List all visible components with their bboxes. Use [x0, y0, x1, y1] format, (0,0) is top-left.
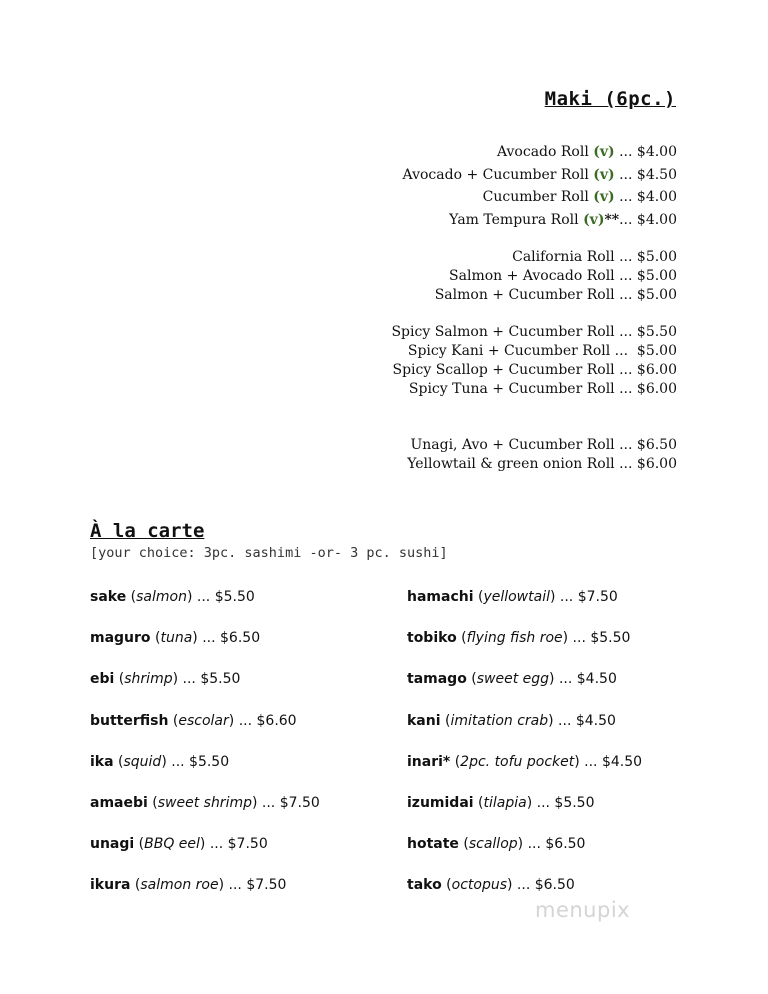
alacarte-item-price: $5.50	[200, 671, 241, 688]
alacarte-item-price: $7.50	[577, 589, 618, 605]
footnote-mark: **	[604, 211, 620, 228]
maki-item-name: Avocado Roll	[496, 144, 589, 160]
alacarte-item: tamago (sweet egg) ... $4.50	[407, 671, 617, 688]
maki-item	[408, 342, 677, 360]
alacarte-item-description: salmon roe	[140, 877, 219, 894]
alacarte-item-name: butterfish	[90, 712, 169, 729]
alacarte-item: sake (salmon) ... $5.50	[90, 589, 255, 605]
alacarte-item-description: yellowtail	[483, 589, 550, 605]
alacarte-item: hamachi (yellowtail) ... $7.50	[407, 589, 618, 605]
alacarte-item-price: $7.50	[279, 795, 320, 811]
maki-item	[512, 248, 677, 266]
alacarte-item: izumidai (tilapia) ... $5.50	[407, 795, 595, 811]
alacarte-item-name: sake	[90, 589, 127, 605]
alacarte-item-price: $4.50	[575, 712, 616, 729]
maki-item	[407, 455, 677, 473]
alacarte-item-name: unagi	[90, 836, 135, 853]
vegetarian-mark: (v)	[593, 166, 615, 183]
alacarte-item-price: $7.50	[227, 836, 268, 853]
maki-item-price: ... $6.50	[614, 437, 677, 453]
alacarte-item-name: amaebi	[90, 795, 148, 811]
alacarte-item-description: escolar	[178, 712, 229, 729]
alacarte-item: tobiko (flying fish roe) ... $5.50	[407, 630, 631, 647]
alacarte-item: ebi (shrimp) ... $5.50	[90, 671, 241, 688]
maki-item-name: Salmon + Cucumber Roll	[434, 287, 615, 303]
maki-item	[391, 323, 677, 341]
alacarte-item-price: $4.50	[576, 671, 617, 688]
maki-item-price: ... $5.00	[614, 249, 677, 265]
alacarte-item-name: ika	[90, 753, 114, 770]
maki-section-title: Maki (6pc.)	[544, 88, 676, 110]
maki-item-name: Salmon + Avocado Roll	[449, 268, 615, 284]
maki-item	[497, 143, 677, 161]
maki-item-price: ... $4.00	[614, 189, 677, 205]
maki-item-name: Spicy Scallop + Cucumber Roll	[392, 362, 615, 378]
alacarte-item-description: squid	[123, 753, 162, 770]
alacarte-item-price: $7.50	[246, 877, 287, 894]
maki-item-price: ... $6.00	[614, 362, 677, 378]
alacarte-item-description: sweet shrimp	[157, 795, 252, 811]
maki-item-price: ... $5.00	[614, 287, 677, 303]
maki-item-price: ... $5.00	[614, 268, 677, 284]
alacarte-item-price: $4.50	[601, 753, 643, 770]
alacarte-item: maguro (tuna) ... $6.50	[90, 630, 261, 647]
alacarte-item-name: izumidai	[407, 795, 474, 811]
maki-item-price: ... $4.50	[614, 166, 677, 183]
alacarte-section-title: À la carte	[90, 520, 205, 542]
alacarte-item-name: hotate	[407, 836, 459, 853]
maki-item-price: ... $4.00	[619, 211, 677, 228]
vegetarian-mark: (v)	[593, 189, 615, 205]
alacarte-item-description: scallop	[468, 836, 518, 853]
alacarte-item: kani (imitation crab) ... $4.50	[407, 712, 616, 729]
maki-item-name: Avocado + Cucumber Roll	[402, 166, 589, 183]
maki-item	[392, 361, 677, 379]
maki-item-name: Unagi, Avo + Cucumber Roll	[410, 437, 615, 453]
maki-item-name: Spicy Salmon + Cucumber Roll	[391, 324, 615, 340]
alacarte-item: amaebi (sweet shrimp) ... $7.50	[90, 795, 320, 811]
alacarte-item-description: salmon	[136, 589, 187, 605]
maki-item-name: California Roll	[512, 249, 615, 265]
maki-item-price: ... $6.00	[614, 456, 677, 472]
alacarte-item-description: imitation crab	[450, 712, 549, 729]
maki-item	[449, 211, 677, 229]
maki-item	[410, 436, 677, 454]
alacarte-item-description: BBQ eel	[144, 836, 200, 853]
alacarte-item-price: $6.50	[545, 836, 586, 853]
alacarte-item-name: ebi	[90, 671, 115, 688]
alacarte-item-description: tilapia	[483, 795, 527, 811]
maki-item	[409, 380, 677, 398]
alacarte-item-name: tamago	[407, 671, 467, 688]
alacarte-item-name: tako	[407, 877, 442, 894]
maki-item-price: ... $6.00	[614, 381, 677, 397]
alacarte-item-name: kani	[407, 712, 441, 729]
alacarte-item-price: $5.50	[214, 589, 255, 605]
alacarte-item-price: $5.50	[590, 630, 631, 647]
alacarte-item-price: $6.60	[256, 712, 297, 729]
alacarte-item: tako (octopus) ... $6.50	[407, 877, 575, 894]
maki-item-price: ... $4.00	[614, 144, 677, 160]
maki-item	[483, 188, 677, 206]
alacarte-item-name: hamachi	[407, 589, 474, 605]
alacarte-item-name: inari*	[407, 753, 451, 770]
alacarte-item-description: shrimp	[124, 671, 173, 688]
alacarte-item: inari* (2pc. tofu pocket) ... $4.50	[407, 753, 643, 770]
alacarte-item: ika (squid) ... $5.50	[90, 753, 230, 770]
maki-item-price: ... $5.50	[614, 324, 677, 340]
maki-list	[277, 0, 677, 480]
alacarte-item-description: 2pc. tofu pocket	[460, 753, 575, 770]
alacarte-item: unagi (BBQ eel) ... $7.50	[90, 836, 268, 853]
maki-item	[449, 267, 677, 285]
maki-item-name: Yellowtail & green onion Roll	[407, 456, 615, 472]
maki-item-name: Spicy Kani + Cucumber Roll	[407, 343, 611, 359]
alacarte-item-description: sweet egg	[476, 671, 550, 688]
maki-item-price: ... $5.00	[610, 343, 677, 359]
alacarte-item-name: tobiko	[407, 630, 457, 647]
menupix-watermark: menupix	[535, 898, 631, 922]
maki-item-name: Spicy Tuna + Cucumber Roll	[408, 381, 615, 397]
maki-item-name: Yam Tempura Roll	[449, 211, 579, 228]
maki-item-name: Cucumber Roll	[482, 189, 589, 205]
alacarte-item-price: $6.50	[534, 877, 575, 894]
maki-item	[403, 166, 677, 184]
alacarte-item-name: ikura	[90, 877, 131, 894]
alacarte-item-price: $6.50	[220, 630, 261, 647]
alacarte-item: ikura (salmon roe) ... $7.50	[90, 877, 287, 894]
alacarte-item-description: tuna	[160, 630, 193, 647]
alacarte-item-description: flying fish roe	[466, 630, 563, 647]
alacarte-item-description: octopus	[451, 877, 507, 894]
alacarte-item: butterfish (escolar) ... $6.60	[90, 712, 297, 729]
vegetarian-mark: (v)	[583, 211, 605, 228]
vegetarian-mark: (v)	[593, 144, 615, 160]
alacarte-item-name: maguro	[90, 630, 151, 647]
alacarte-subtitle: [your choice: 3pc. sashimi -or- 3 pc. sushi]	[90, 545, 448, 561]
alacarte-item-price: $5.50	[189, 753, 230, 770]
alacarte-item-price: $5.50	[554, 795, 595, 811]
alacarte-item: hotate (scallop) ... $6.50	[407, 836, 586, 853]
maki-item	[435, 286, 677, 304]
